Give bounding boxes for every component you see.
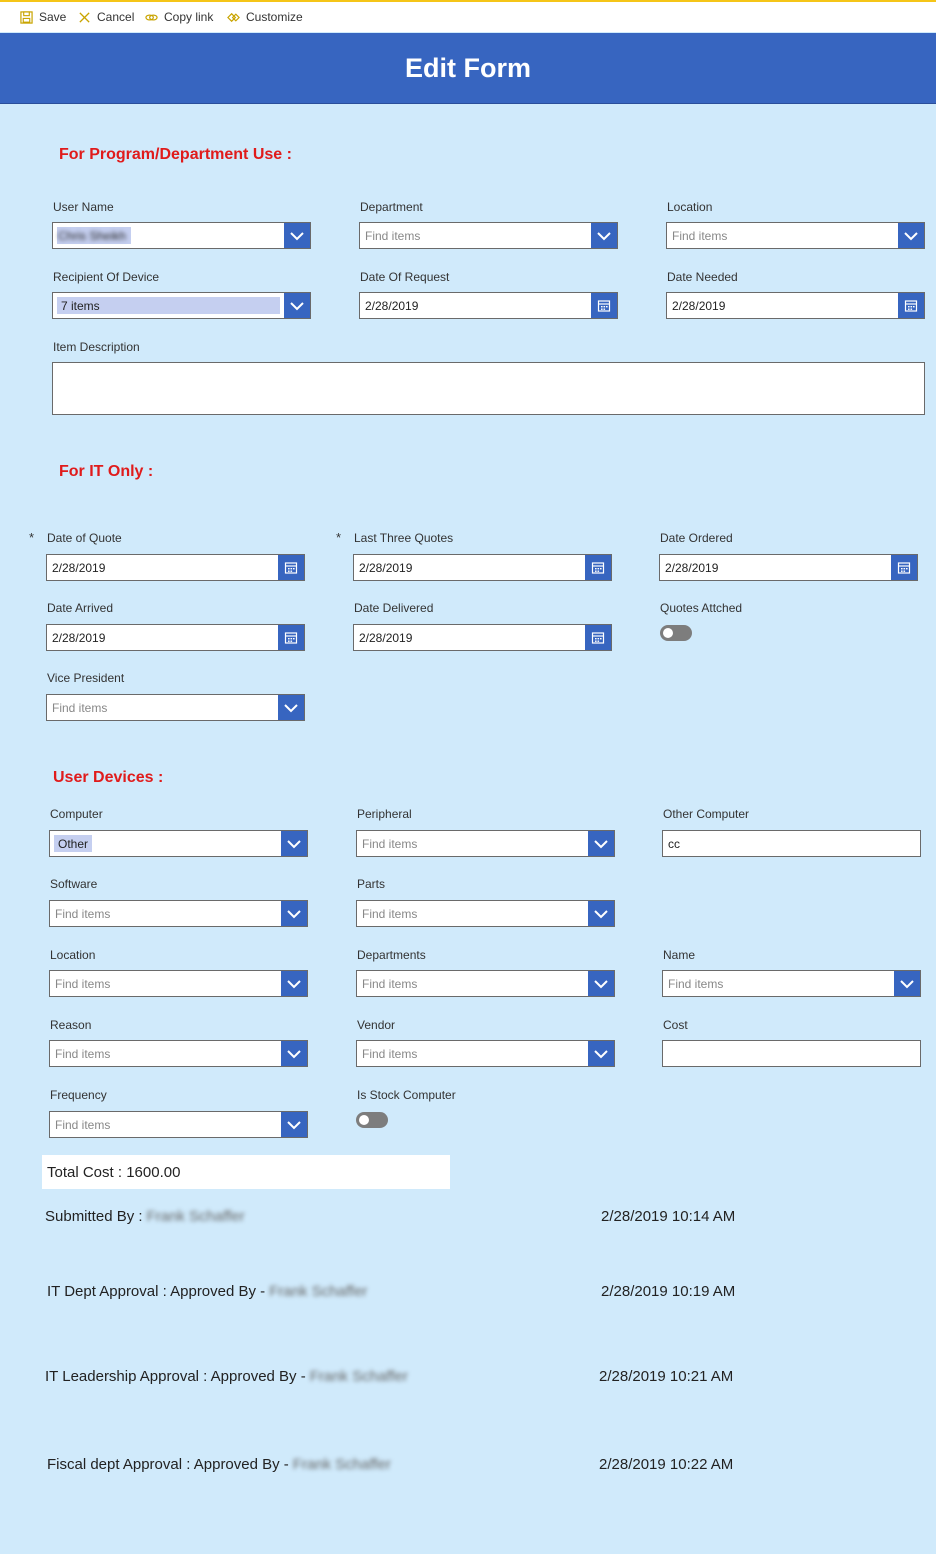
chevron-down-icon	[286, 906, 302, 922]
date-delivered-value: 2/28/2019	[359, 631, 413, 645]
device-location-label: Location	[50, 948, 96, 962]
name-combobox[interactable]	[662, 970, 921, 997]
software-placeholder: Find items	[55, 907, 111, 921]
reason-label: Reason	[50, 1018, 92, 1032]
dropdown-button[interactable]	[588, 971, 614, 996]
approval-timestamp: 2/28/2019 10:22 AM	[599, 1456, 734, 1473]
cancel-button[interactable]	[78, 10, 134, 24]
approval-timestamp: 2/28/2019 10:21 AM	[599, 1368, 734, 1385]
date-quote-picker[interactable]	[46, 554, 305, 581]
name-placeholder: Find items	[668, 977, 724, 991]
dropdown-button[interactable]	[591, 223, 617, 248]
calendar-icon	[283, 560, 299, 576]
chevron-down-icon	[286, 836, 302, 852]
customize-button[interactable]	[227, 10, 303, 24]
cost-label: Cost	[663, 1018, 688, 1032]
peripheral-placeholder: Find items	[362, 837, 418, 851]
section-title-program: For Program/Department Use :	[59, 146, 292, 163]
date-needed-picker[interactable]	[666, 292, 925, 319]
chevron-down-icon	[596, 228, 612, 244]
calendar-icon	[903, 298, 919, 314]
required-marker: *	[29, 530, 35, 545]
user-name-label: User Name	[53, 200, 114, 214]
copy-link-button[interactable]	[145, 10, 213, 24]
required-marker: *	[336, 530, 342, 545]
date-ordered-label: Date Ordered	[660, 531, 733, 545]
location-label: Location	[667, 200, 713, 214]
cancel-label: Cancel	[97, 10, 135, 24]
is-stock-toggle[interactable]	[356, 1112, 388, 1128]
approval-it-leadership	[45, 1368, 408, 1385]
approval-fiscal	[47, 1456, 391, 1473]
approval-label: Fiscal dept Approval : Approved By -	[47, 1456, 289, 1473]
dropdown-button[interactable]	[281, 901, 307, 926]
department-combobox[interactable]	[359, 222, 618, 249]
calendar-button[interactable]	[278, 625, 304, 650]
calendar-icon	[590, 630, 606, 646]
chevron-down-icon	[903, 228, 919, 244]
is-stock-label: Is Stock Computer	[357, 1088, 456, 1102]
date-delivered-label: Date Delivered	[354, 601, 434, 615]
calendar-icon	[896, 560, 912, 576]
section-title-devices: User Devices :	[53, 769, 164, 786]
location-placeholder: Find items	[672, 229, 728, 243]
date-arrived-label: Date Arrived	[47, 601, 114, 615]
computer-value: Other	[58, 837, 89, 851]
last-three-quotes-picker[interactable]	[353, 554, 612, 581]
chevron-down-icon	[283, 700, 299, 716]
user-name-value: Chris Sheikh	[58, 229, 127, 243]
date-delivered-picker[interactable]	[353, 624, 612, 651]
dropdown-button[interactable]	[898, 223, 924, 248]
chevron-down-icon	[286, 1117, 302, 1133]
computer-combobox[interactable]	[49, 830, 308, 857]
chevron-down-icon	[593, 1046, 609, 1062]
dropdown-button[interactable]	[284, 293, 310, 318]
recipient-combobox[interactable]	[52, 292, 311, 319]
department-label: Department	[360, 200, 423, 214]
departments-label: Departments	[357, 948, 426, 962]
close-icon	[78, 11, 91, 24]
approval-it-dept	[47, 1283, 367, 1300]
date-request-label: Date Of Request	[360, 270, 450, 284]
save-label: Save	[39, 10, 67, 24]
peripheral-label: Peripheral	[357, 807, 412, 821]
approval-submitted	[45, 1208, 245, 1225]
calendar-icon	[596, 298, 612, 314]
dropdown-button[interactable]	[284, 223, 310, 248]
approval-label: Submitted By :	[45, 1208, 143, 1225]
calendar-button[interactable]	[278, 555, 304, 580]
date-ordered-picker[interactable]	[659, 554, 918, 581]
dropdown-button[interactable]	[588, 901, 614, 926]
approval-timestamp: 2/28/2019 10:19 AM	[601, 1283, 736, 1300]
calendar-button[interactable]	[585, 625, 611, 650]
calendar-icon	[590, 560, 606, 576]
date-arrived-picker[interactable]	[46, 624, 305, 651]
chevron-down-icon	[286, 1046, 302, 1062]
other-computer-label: Other Computer	[663, 807, 750, 821]
date-needed-label: Date Needed	[667, 270, 738, 284]
powerapps-icon	[227, 11, 240, 24]
device-location-combobox[interactable]	[49, 970, 308, 997]
save-button[interactable]	[20, 10, 66, 24]
parts-placeholder: Find items	[362, 907, 418, 921]
other-computer-input[interactable]	[662, 830, 921, 857]
chevron-down-icon	[286, 976, 302, 992]
form-header	[0, 33, 936, 104]
device-location-placeholder: Find items	[55, 977, 111, 991]
dropdown-button[interactable]	[278, 695, 304, 720]
approver-name: Frank Schaffer	[292, 1456, 391, 1473]
item-description-textarea[interactable]	[52, 362, 925, 415]
date-ordered-value: 2/28/2019	[665, 561, 719, 575]
approver-name: Frank Schaffer	[146, 1208, 245, 1225]
item-description-label: Item Description	[53, 340, 140, 354]
approval-timestamp: 2/28/2019 10:14 AM	[601, 1208, 736, 1225]
calendar-button[interactable]	[898, 293, 924, 318]
calendar-button[interactable]	[891, 555, 917, 580]
customize-label: Customize	[246, 10, 303, 24]
calendar-button[interactable]	[591, 293, 617, 318]
frequency-combobox[interactable]	[49, 1111, 308, 1138]
calendar-icon	[283, 630, 299, 646]
dropdown-button[interactable]	[281, 1041, 307, 1066]
vice-president-combobox[interactable]	[46, 694, 305, 721]
date-needed-value: 2/28/2019	[672, 299, 726, 313]
computer-label: Computer	[50, 807, 103, 821]
copy-link-label: Copy link	[164, 10, 214, 24]
link-icon	[145, 11, 158, 24]
dropdown-button[interactable]	[894, 971, 920, 996]
total-cost-box	[42, 1155, 450, 1189]
page-title: Edit Form	[405, 52, 531, 83]
vice-president-label: Vice President	[47, 671, 125, 685]
chevron-down-icon	[593, 906, 609, 922]
dropdown-button[interactable]	[588, 1041, 614, 1066]
quotes-attached-label: Quotes Attched	[660, 601, 743, 615]
approval-label: IT Leadership Approval : Approved By -	[45, 1368, 306, 1385]
user-name-combobox[interactable]	[52, 222, 311, 249]
chevron-down-icon	[289, 228, 305, 244]
date-request-value: 2/28/2019	[365, 299, 419, 313]
chevron-down-icon	[899, 976, 915, 992]
vendor-placeholder: Find items	[362, 1047, 418, 1061]
chevron-down-icon	[593, 976, 609, 992]
software-combobox[interactable]	[49, 900, 308, 927]
recipient-label: Recipient Of Device	[53, 270, 160, 284]
name-label: Name	[663, 948, 696, 962]
date-arrived-value: 2/28/2019	[52, 631, 106, 645]
last-three-quotes-value: 2/28/2019	[359, 561, 413, 575]
frequency-placeholder: Find items	[55, 1118, 111, 1132]
chevron-down-icon	[289, 298, 305, 314]
total-cost: Total Cost : 1600.00	[47, 1163, 181, 1181]
quotes-attached-toggle[interactable]	[660, 625, 692, 641]
departments-placeholder: Find items	[362, 977, 418, 991]
reason-placeholder: Find items	[55, 1047, 111, 1061]
dropdown-button[interactable]	[588, 831, 614, 856]
section-title-it: For IT Only :	[59, 463, 154, 480]
dropdown-button[interactable]	[281, 1112, 307, 1137]
calendar-button[interactable]	[585, 555, 611, 580]
dropdown-button[interactable]	[281, 971, 307, 996]
last-three-quotes-label: Last Three Quotes	[354, 531, 454, 545]
date-quote-label: Date of Quote	[47, 531, 122, 545]
vendor-combobox[interactable]	[356, 1040, 615, 1067]
date-quote-value: 2/28/2019	[52, 561, 106, 575]
command-bar	[0, 0, 936, 32]
parts-label: Parts	[357, 877, 386, 891]
chevron-down-icon	[593, 836, 609, 852]
vendor-label: Vendor	[357, 1018, 396, 1032]
reason-combobox[interactable]	[49, 1040, 308, 1067]
vice-president-placeholder: Find items	[52, 701, 108, 715]
peripheral-combobox[interactable]	[356, 830, 615, 857]
other-computer-value: cc	[668, 837, 680, 851]
save-icon	[20, 11, 33, 24]
departments-combobox[interactable]	[356, 970, 615, 997]
department-placeholder: Find items	[365, 229, 421, 243]
cost-input[interactable]	[662, 1040, 921, 1067]
approval-label: IT Dept Approval : Approved By -	[47, 1283, 266, 1300]
date-request-picker[interactable]	[359, 292, 618, 319]
approver-name: Frank Schaffer	[269, 1283, 368, 1300]
approver-name: Frank Schaffer	[309, 1368, 408, 1385]
software-label: Software	[50, 877, 98, 891]
parts-combobox[interactable]	[356, 900, 615, 927]
location-combobox[interactable]	[666, 222, 925, 249]
dropdown-button[interactable]	[281, 831, 307, 856]
recipient-value: 7 items	[61, 299, 100, 313]
frequency-label: Frequency	[50, 1088, 107, 1102]
